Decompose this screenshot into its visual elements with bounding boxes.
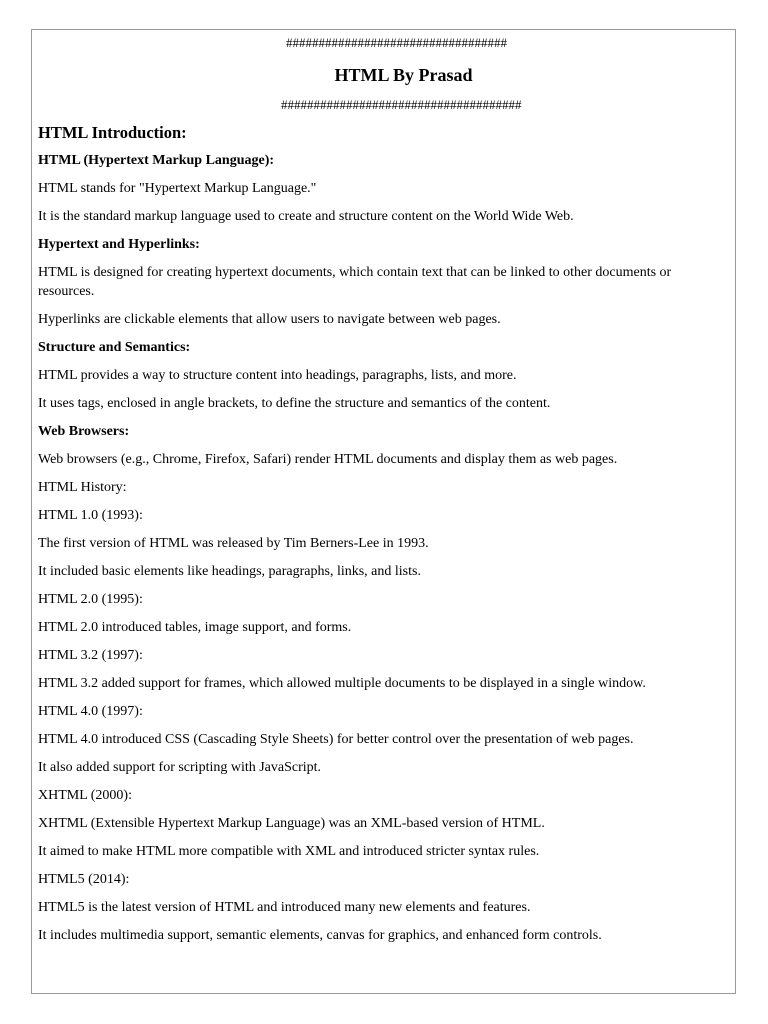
paragraph: It uses tags, enclosed in angle brackets, to define the structure and semantics of the content. xyxy=(38,396,551,411)
paragraph-list xyxy=(38,151,728,945)
subheading: HTML (Hypertext Markup Language): xyxy=(38,153,275,168)
paragraph: HTML stands for "Hypertext Markup Language." xyxy=(38,181,317,196)
paragraph: HTML History: xyxy=(38,480,127,495)
section-heading: HTML Introduction: xyxy=(38,123,187,142)
paragraph: HTML is designed for creating hypertext documents, which contain text that can be linked to other documents or resources. xyxy=(38,265,672,299)
subheading: Hypertext and Hyperlinks: xyxy=(38,237,200,252)
paragraph: HTML5 (2014): xyxy=(38,872,130,887)
paragraph: HTML provides a way to structure content into headings, paragraphs, lists, and more. xyxy=(38,368,517,383)
document-body xyxy=(38,123,728,954)
paragraph: HTML 2.0 (1995): xyxy=(38,592,143,607)
paragraph: HTML 3.2 (1997): xyxy=(38,648,143,663)
paragraph: It includes multimedia support, semantic elements, canvas for graphics, and enhanced form controls. xyxy=(38,928,602,943)
paragraph: HTML 1.0 (1993): xyxy=(38,508,143,523)
paragraph: XHTML (Extensible Hypertext Markup Language) was an XML-based version of HTML. xyxy=(38,816,545,831)
subheading: Web Browsers: xyxy=(38,424,130,439)
paragraph: HTML5 is the latest version of HTML and introduced many new elements and features. xyxy=(38,900,531,915)
paragraph: It also added support for scripting with JavaScript. xyxy=(38,760,322,775)
paragraph: It aimed to make HTML more compatible with XML and introduced stricter syntax rules. xyxy=(38,844,540,859)
subheading: Structure and Semantics: xyxy=(38,340,191,355)
paragraph: HTML 4.0 (1997): xyxy=(38,704,143,719)
paragraph: XHTML (2000): xyxy=(38,788,132,803)
paragraph: It is the standard markup language used to create and structure content on the World Wide Web. xyxy=(38,209,574,224)
paragraph: Hyperlinks are clickable elements that allow users to navigate between web pages. xyxy=(38,312,501,327)
hash-divider-top: ################################## xyxy=(286,35,507,50)
hash-divider-bottom: ##################################### xyxy=(281,97,522,112)
paragraph: It included basic elements like headings, paragraphs, links, and lists. xyxy=(38,564,421,579)
document-page xyxy=(31,29,736,994)
paragraph: HTML 2.0 introduced tables, image support, and forms. xyxy=(38,620,352,635)
paragraph: HTML 4.0 introduced CSS (Cascading Style Sheets) for better control over the presentation of web pages. xyxy=(38,732,634,747)
paragraph: HTML 3.2 added support for frames, which allowed multiple documents to be displayed in a single window. xyxy=(38,676,646,691)
paragraph: Web browsers (e.g., Chrome, Firefox, Safari) render HTML documents and display them as web pages. xyxy=(38,452,618,467)
paragraph: The first version of HTML was released by Tim Berners-Lee in 1993. xyxy=(38,536,429,551)
document-title: HTML By Prasad xyxy=(334,65,473,85)
